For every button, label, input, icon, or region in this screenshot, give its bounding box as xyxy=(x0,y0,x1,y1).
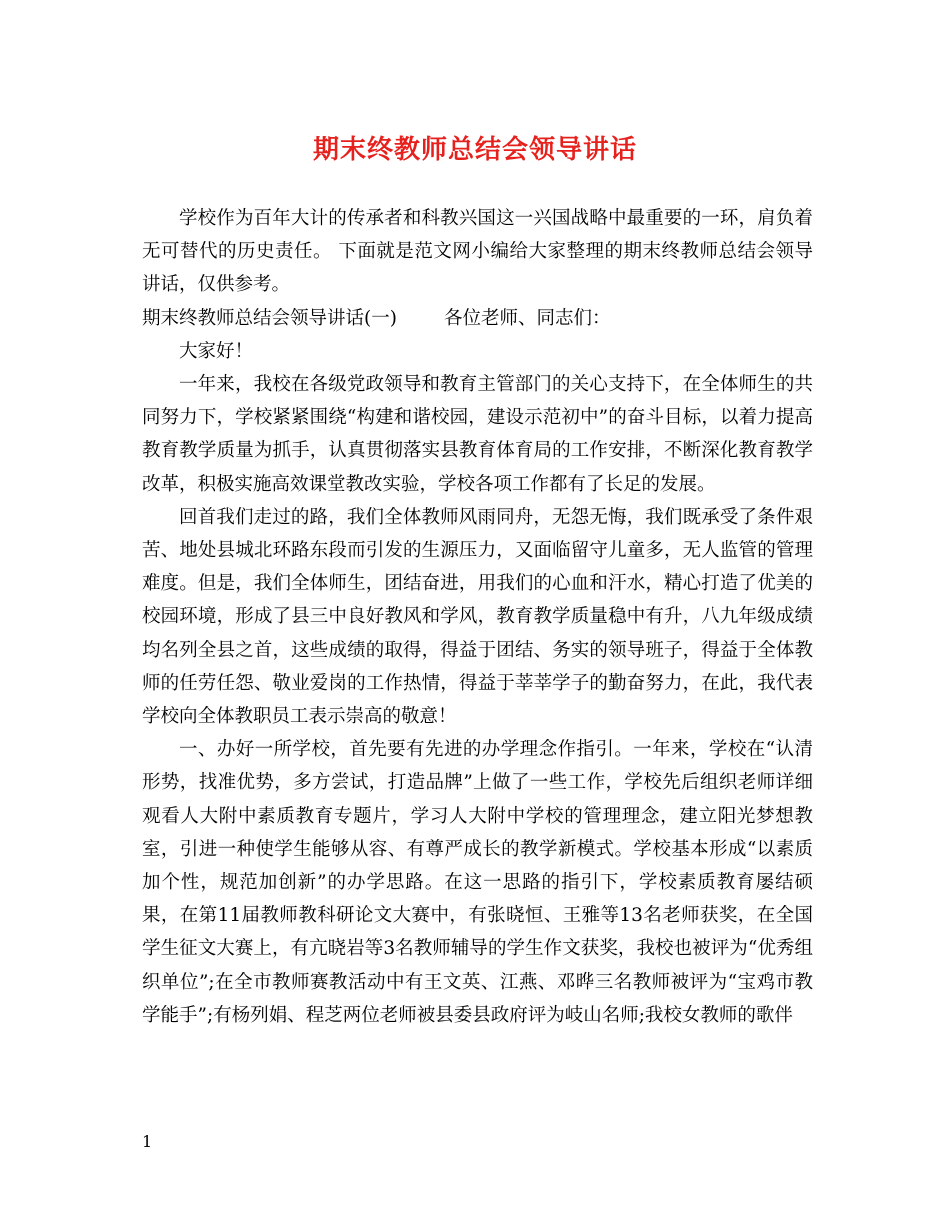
body-paragraph: 回首我们走过的路，我们全体教师风雨同舟，无怨无悔，我们既承受了条件艰苦、地处县城北环路东段而引发的生源压力，又面临留守儿童多，无人监管的管理难度。但是，我们全体师生，团结奋进，用我们的心血和汗水，精心打造了优美的校园环境，形成了县三中良好教风和学风，教育教学质量稳中有升，八九年级成绩均名列全县之首，这些成绩的取得，得益于团结、务实的领导班子，得益于全体教师的任劳任怨、敬业爱岗的工作热情，得益于莘莘学子的勤奋努力，在此，我代表学校向全体教职员工表示崇高的敬意！ xyxy=(142,506,813,728)
section-heading: 期末终教师总结会领导讲话(一) 各位老师、同志们： xyxy=(142,307,611,329)
document-title: 期末终教师总结会领导讲话 xyxy=(312,135,637,165)
body-paragraph: 一年来，我校在各级党政领导和教育主管部门的关心支持下，在全体师生的共同努力下，学校紧紧围绕“构建和谐校园，建设示范初中”的奋斗目标，以着力提高教育教学质量为抓手，认真贯彻落实县教育体育局的工作安排，不断深化教育教学改革，积极实施高效课堂教改实验，学校各项工作都有了长足的发展。 xyxy=(142,374,813,495)
document-body xyxy=(142,202,813,1032)
greeting: 大家好！ xyxy=(179,340,254,362)
body-paragraph: 一、办好一所学校，首先要有先进的办学理念作指引。一年来，学校在“认清形势，找准优势，多方尝试，打造品牌”上做了一些工作，学校先后组织老师详细观看人大附中素质教育专题片，学习人大附中学校的管理理念，建立阳光梦想教室，引进一种使学生能够从容、有尊严成长的教学新模式。学校基本形成“以素质加个性，规范加创新”的办学思路。在这一思路的指引下，学校素质教育屡结硕果，在第11届教师教科研论文大赛中，有张晓恒、王雅等13名老师获奖，在全国学生征文大赛上，有亢晓岩等3名教师辅导的学生作文获奖，我校也被评为“优秀组织单位”;在全市教师赛教活动中有王文英、江燕、邓晔三名教师被评为“宝鸡市教学能手”;有杨列娟、程芝两位老师被县委县政府评为岐山名师;我校女教师的歌伴 xyxy=(142,739,813,1026)
intro-paragraph: 学校作为百年大计的传承者和科教兴国这一兴国战略中最重要的一环，肩负着无可替代的历史责任。 下面就是范文网小编给大家整理的期末终教师总结会领导讲话，仅供参考。 xyxy=(142,208,813,296)
page-number: 1 xyxy=(142,1132,153,1151)
